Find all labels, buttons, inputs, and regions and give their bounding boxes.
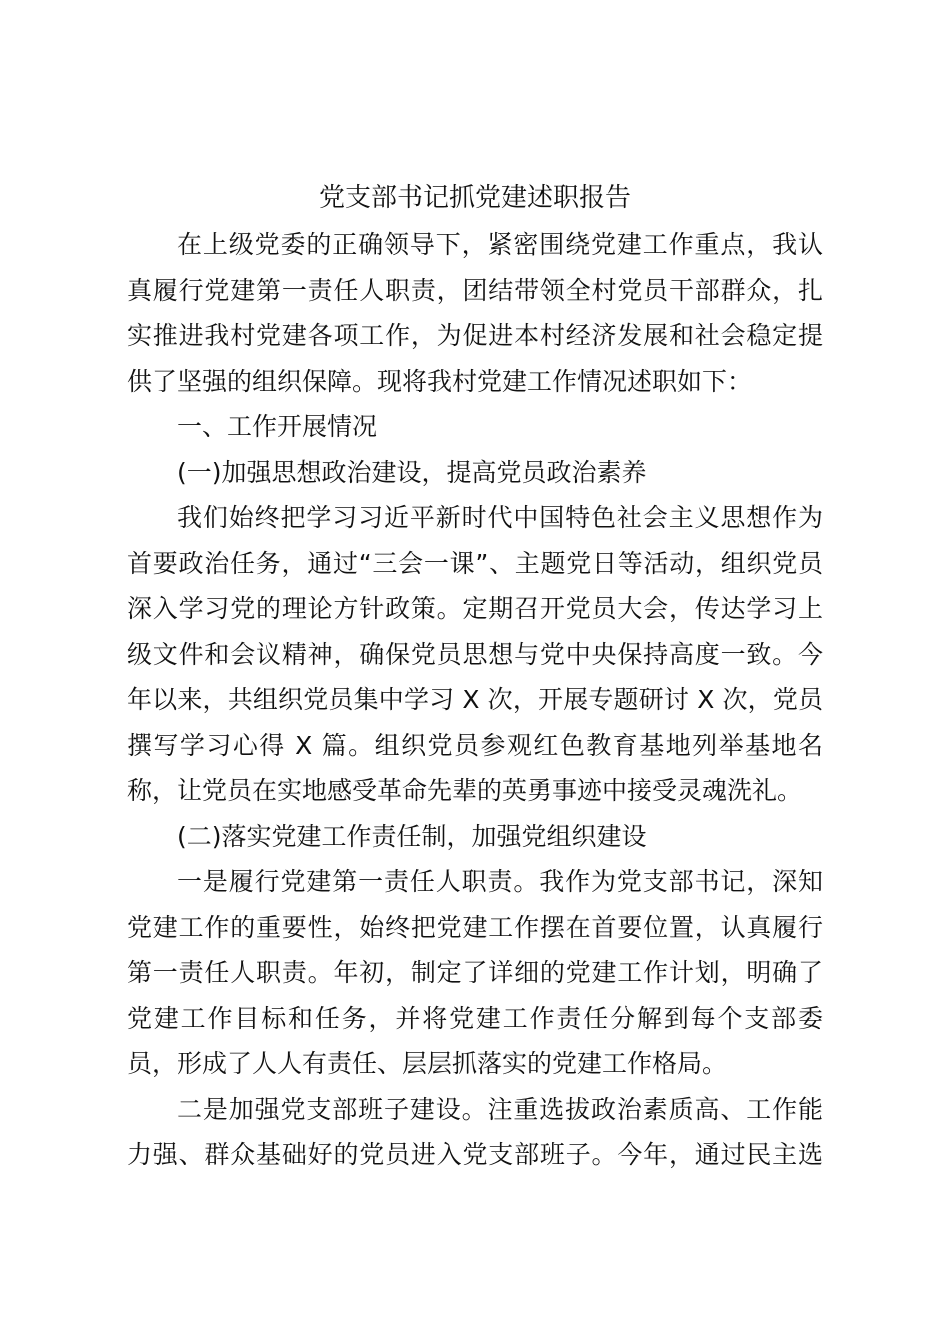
subsection-heading [127, 450, 823, 496]
text-line: 首要政治任务，通过“三会一课”、主题党日等活动，组织党员 [127, 548, 823, 578]
text-line: 党建工作的重要性，始终把党建工作摆在首要位置，认真履行 [127, 912, 823, 942]
section-heading [127, 404, 823, 450]
heading-text: 一、工作开展情况 [177, 412, 378, 441]
subsection-heading [127, 814, 823, 860]
text-line: 第一责任人职责。年初，制定了详细的党建工作计划，明确了 [127, 958, 823, 987]
text-line: 称，让党员在实地感受革命先辈的英勇事迹中接受灵魂洗礼。 [127, 776, 803, 805]
text-line: 级文件和会议精神，确保党员思想与党中央保持高度一致。今 [127, 639, 823, 669]
text-line: 实推进我村党建各项工作，为促进本村经济发展和社会稳定提 [127, 321, 823, 350]
text-line: 年以来，共组织党员集中学习 X 次，开展专题研讨 X 次，党员 [127, 685, 823, 714]
text-line: 二是加强党支部班子建设。注重选拔政治素质高、工作能 [177, 1094, 823, 1124]
text-line: 在上级党委的正确领导下，紧密围绕党建工作重点，我认 [177, 230, 823, 259]
text-line: 深入学习党的理论方针政策。定期召开党员大会，传达学习上 [127, 594, 823, 623]
text-line: 一是履行党建第一责任人职责。我作为党支部书记，深知 [177, 867, 823, 896]
paragraph-team [127, 1087, 823, 1178]
text-line: 党建工作目标和任务，并将党建工作责任分解到每个支部委 [127, 1003, 823, 1033]
paragraph-responsibility [127, 859, 823, 1087]
document-title: 党支部书记抓党建述职报告 [318, 183, 631, 213]
subheading-text: (一)加强思想政治建设，提高党员政治素养 [177, 457, 647, 487]
text-line: 真履行党建第一责任人职责，团结带领全村党员干部群众，扎 [127, 275, 823, 305]
paragraph-study [127, 495, 823, 814]
text-line: 员，形成了人人有责任、层层抓落实的党建工作格局。 [127, 1049, 728, 1078]
text-line: 撰写学习心得 X 篇。组织党员参观红色教育基地列举基地名 [127, 730, 823, 760]
document-body [127, 222, 823, 1178]
text-line: 力强、群众基础好的党员进入党支部班子。今年，通过民主选 [127, 1140, 823, 1169]
subheading-text: (二)落实党建工作责任制，加强党组织建设 [177, 821, 647, 851]
text-line: 供了坚强的组织保障。现将我村党建工作情况述职如下： [127, 366, 753, 396]
paragraph-intro [127, 222, 823, 404]
text-line: 我们始终把学习习近平新时代中国特色社会主义思想作为 [177, 503, 823, 532]
